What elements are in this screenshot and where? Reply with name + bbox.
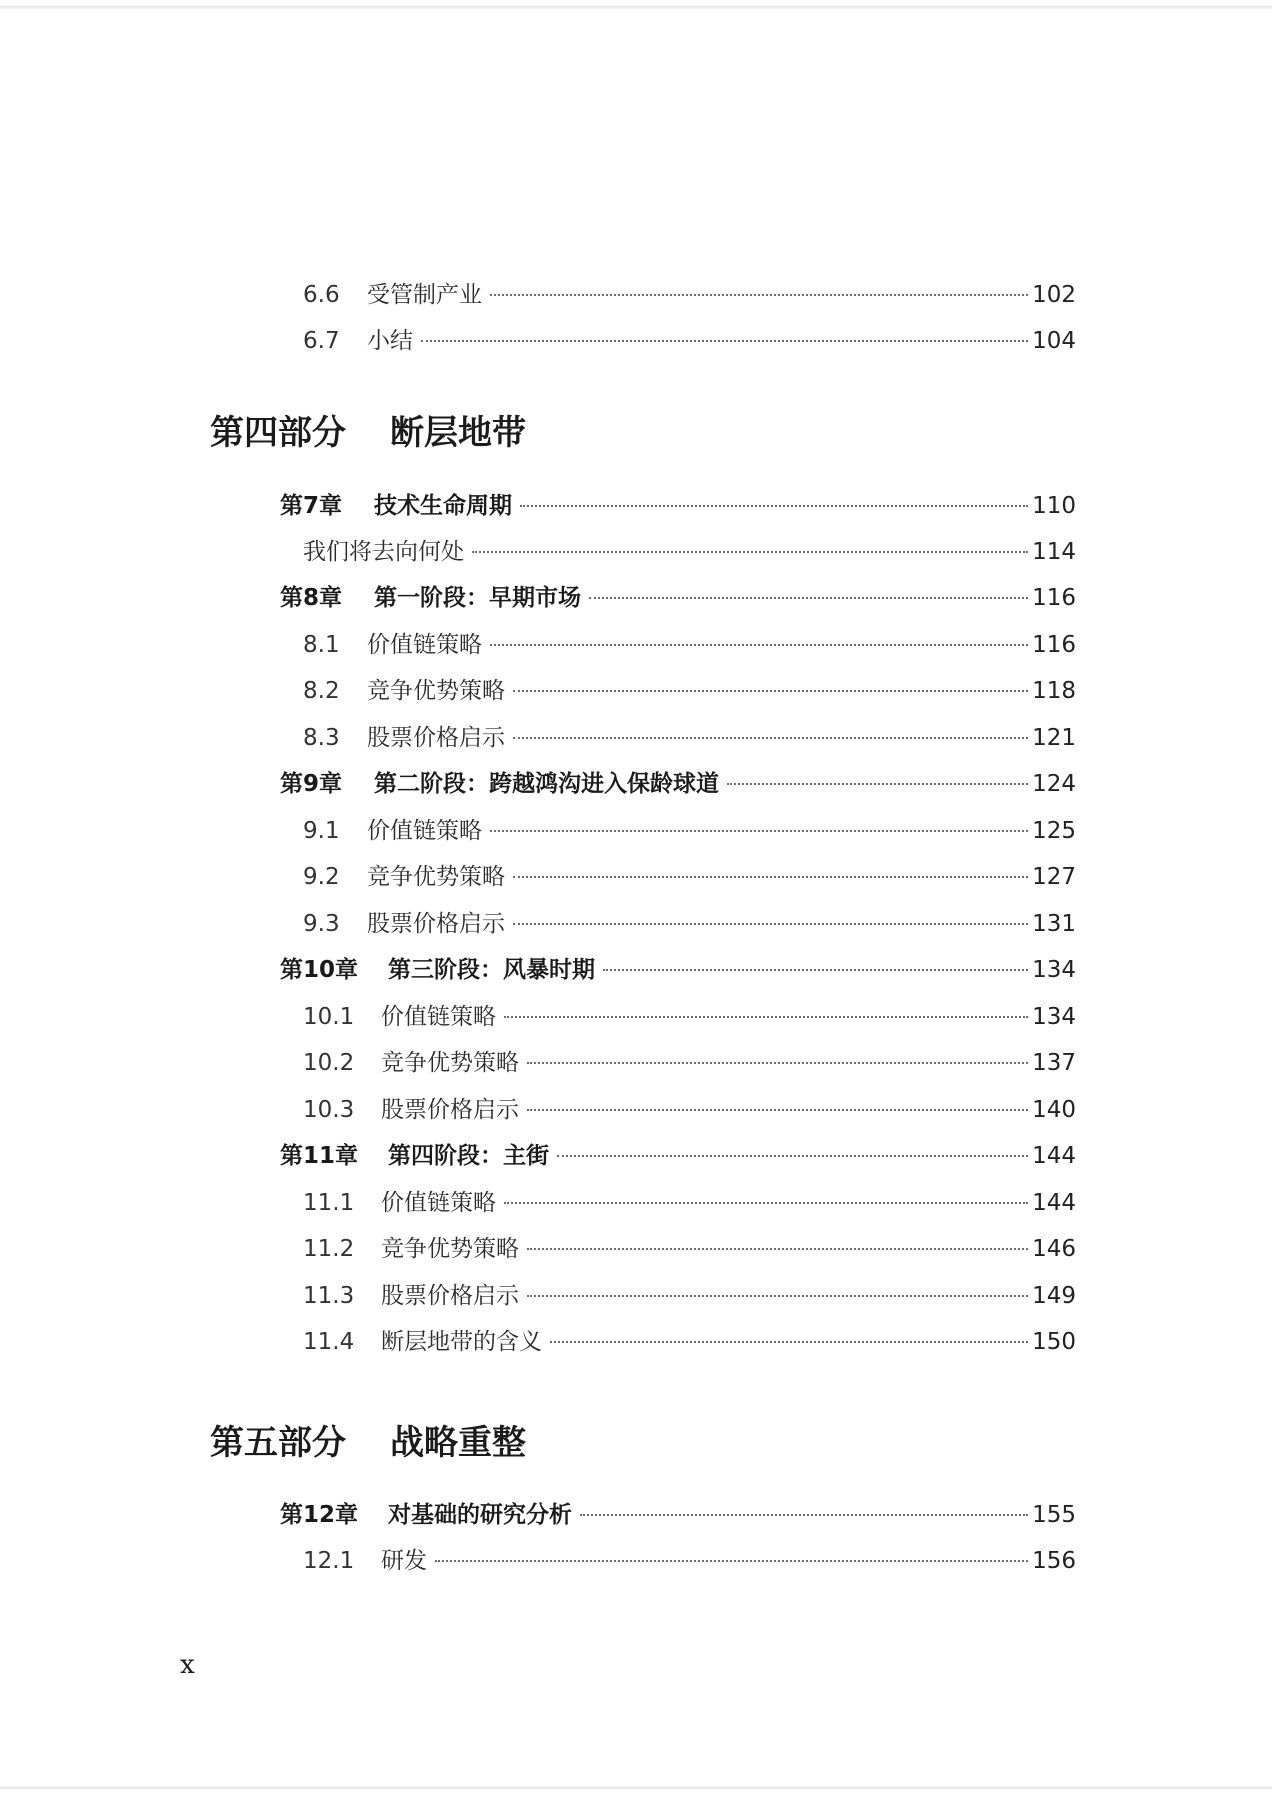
dot-leader (589, 597, 1028, 599)
part-label: 第五部分 (210, 1423, 346, 1463)
section-number: 12.1 (303, 1548, 355, 1574)
part-label: 第四部分 (210, 413, 346, 453)
section-title: 竞争优势策略 (381, 1050, 519, 1076)
page-number: 150 (1032, 1329, 1076, 1355)
chapter-number: 第8章 (280, 585, 343, 611)
dot-leader (513, 876, 1028, 878)
page-number: 124 (1032, 771, 1076, 797)
section-number: 10.3 (303, 1097, 355, 1123)
page-number: 116 (1032, 632, 1076, 658)
section-number: 6.7 (303, 328, 340, 354)
section-title: 价值链策略 (381, 1004, 496, 1030)
section-title: 股票价格启示 (381, 1283, 519, 1309)
chapter-title: 第二阶段：跨越鸿沟进入保龄球道 (374, 771, 719, 797)
dot-leader (513, 690, 1028, 692)
page-number: 131 (1032, 911, 1076, 937)
toc-entry-11-1[interactable] (303, 1183, 1076, 1223)
chapter-number: 第7章 (280, 493, 343, 519)
dot-leader (421, 340, 1028, 342)
toc-entry-8-2[interactable] (303, 671, 1076, 711)
dot-leader (513, 737, 1028, 739)
dot-leader (727, 783, 1028, 785)
dot-leader (472, 551, 1028, 553)
dot-leader (504, 1202, 1028, 1204)
page-number: 144 (1032, 1143, 1076, 1169)
section-number: 8.2 (303, 678, 340, 704)
part-title: 断层地带 (390, 413, 526, 453)
chapter-title: 第一阶段：早期市场 (374, 585, 581, 611)
section-title: 股票价格启示 (367, 725, 505, 751)
page-number: 146 (1032, 1236, 1076, 1262)
section-number: 11.3 (303, 1283, 355, 1309)
page-number: 102 (1032, 282, 1076, 308)
toc-entry-where-going[interactable] (303, 532, 1076, 572)
toc-entry-chapter-9[interactable] (280, 764, 1076, 804)
section-number: 10.1 (303, 1004, 355, 1030)
toc-entry-chapter-10[interactable] (280, 950, 1076, 990)
dot-leader (513, 923, 1028, 925)
toc-entry-8-1[interactable] (303, 625, 1076, 665)
toc-entry-10-3[interactable] (303, 1090, 1076, 1130)
section-title: 断层地带的含义 (381, 1329, 542, 1355)
page-number: 144 (1032, 1190, 1076, 1216)
page-number: 116 (1032, 585, 1076, 611)
page-number: 156 (1032, 1548, 1076, 1574)
toc-entry-10-1[interactable] (303, 997, 1076, 1037)
page-number: 104 (1032, 328, 1076, 354)
section-title: 股票价格启示 (381, 1097, 519, 1123)
toc-entry-9-2[interactable] (303, 857, 1076, 897)
section-title: 竞争优势策略 (367, 864, 505, 890)
page-number: 137 (1032, 1050, 1076, 1076)
page-number: 134 (1032, 1004, 1076, 1030)
toc-entry-9-3[interactable] (303, 904, 1076, 944)
dot-leader (490, 644, 1028, 646)
toc-entry-11-4[interactable] (303, 1322, 1076, 1362)
part-heading-4 (210, 408, 526, 458)
section-title: 受管制产业 (367, 282, 482, 308)
page-number: 110 (1032, 493, 1076, 519)
page-number: 118 (1032, 678, 1076, 704)
chapter-number: 第11章 (280, 1143, 359, 1169)
dot-leader (527, 1248, 1028, 1250)
toc-entry-chapter-7[interactable] (280, 486, 1076, 526)
toc-entry-11-3[interactable] (303, 1276, 1076, 1316)
dot-leader (580, 1514, 1028, 1516)
page-number: 134 (1032, 957, 1076, 983)
section-number: 9.2 (303, 864, 340, 890)
section-title: 价值链策略 (367, 818, 482, 844)
section-number: 8.1 (303, 632, 340, 658)
section-title: 竞争优势策略 (381, 1236, 519, 1262)
section-number: 11.1 (303, 1190, 355, 1216)
chapter-title: 第三阶段：风暴时期 (388, 957, 595, 983)
section-title: 股票价格启示 (367, 911, 505, 937)
page-number: 140 (1032, 1097, 1076, 1123)
section-title: 价值链策略 (367, 632, 482, 658)
page-number: 149 (1032, 1283, 1076, 1309)
dot-leader (435, 1560, 1028, 1562)
dot-leader (490, 294, 1028, 296)
chapter-number: 第10章 (280, 957, 359, 983)
dot-leader (490, 830, 1028, 832)
chapter-title: 对基础的研究分析 (388, 1502, 572, 1528)
dot-leader (527, 1062, 1028, 1064)
section-number: 11.4 (303, 1329, 355, 1355)
toc-entry-6-7[interactable] (303, 321, 1076, 361)
page-edge-bottom (0, 1786, 1272, 1789)
section-number: 9.1 (303, 818, 340, 844)
toc-entry-10-2[interactable] (303, 1043, 1076, 1083)
page-folio: x (180, 1650, 195, 1680)
section-title: 价值链策略 (381, 1190, 496, 1216)
page-number: 125 (1032, 818, 1076, 844)
chapter-title: 第四阶段：主街 (388, 1143, 549, 1169)
chapter-number: 第12章 (280, 1502, 359, 1528)
part-title: 战略重整 (390, 1423, 526, 1463)
dot-leader (527, 1295, 1028, 1297)
dot-leader (520, 505, 1028, 507)
chapter-title: 技术生命周期 (374, 493, 512, 519)
dot-leader (504, 1016, 1028, 1018)
page-number: 121 (1032, 725, 1076, 751)
toc-entry-8-3[interactable] (303, 718, 1076, 758)
toc-entry-12-1[interactable] (303, 1541, 1076, 1581)
dot-leader (527, 1109, 1028, 1111)
section-number: 11.2 (303, 1236, 355, 1262)
dot-leader (603, 969, 1028, 971)
section-title: 我们将去向何处 (303, 539, 464, 565)
section-title: 研发 (381, 1548, 427, 1574)
dot-leader (557, 1155, 1028, 1157)
toc-entry-6-6[interactable] (303, 275, 1076, 315)
dot-leader (550, 1341, 1028, 1343)
page-number: 155 (1032, 1502, 1076, 1528)
toc-entry-11-2[interactable] (303, 1229, 1076, 1269)
part-heading-5 (210, 1418, 526, 1468)
chapter-number: 第9章 (280, 771, 343, 797)
toc-entry-chapter-12[interactable] (280, 1495, 1076, 1535)
page-number: 114 (1032, 539, 1076, 565)
toc-entry-chapter-8[interactable] (280, 578, 1076, 618)
section-number: 6.6 (303, 282, 340, 308)
toc-entry-chapter-11[interactable] (280, 1136, 1076, 1176)
section-number: 10.2 (303, 1050, 355, 1076)
section-number: 9.3 (303, 911, 340, 937)
toc-entry-9-1[interactable] (303, 811, 1076, 851)
section-title: 小结 (367, 328, 413, 354)
page-number: 127 (1032, 864, 1076, 890)
section-title: 竞争优势策略 (367, 678, 505, 704)
section-number: 8.3 (303, 725, 340, 751)
